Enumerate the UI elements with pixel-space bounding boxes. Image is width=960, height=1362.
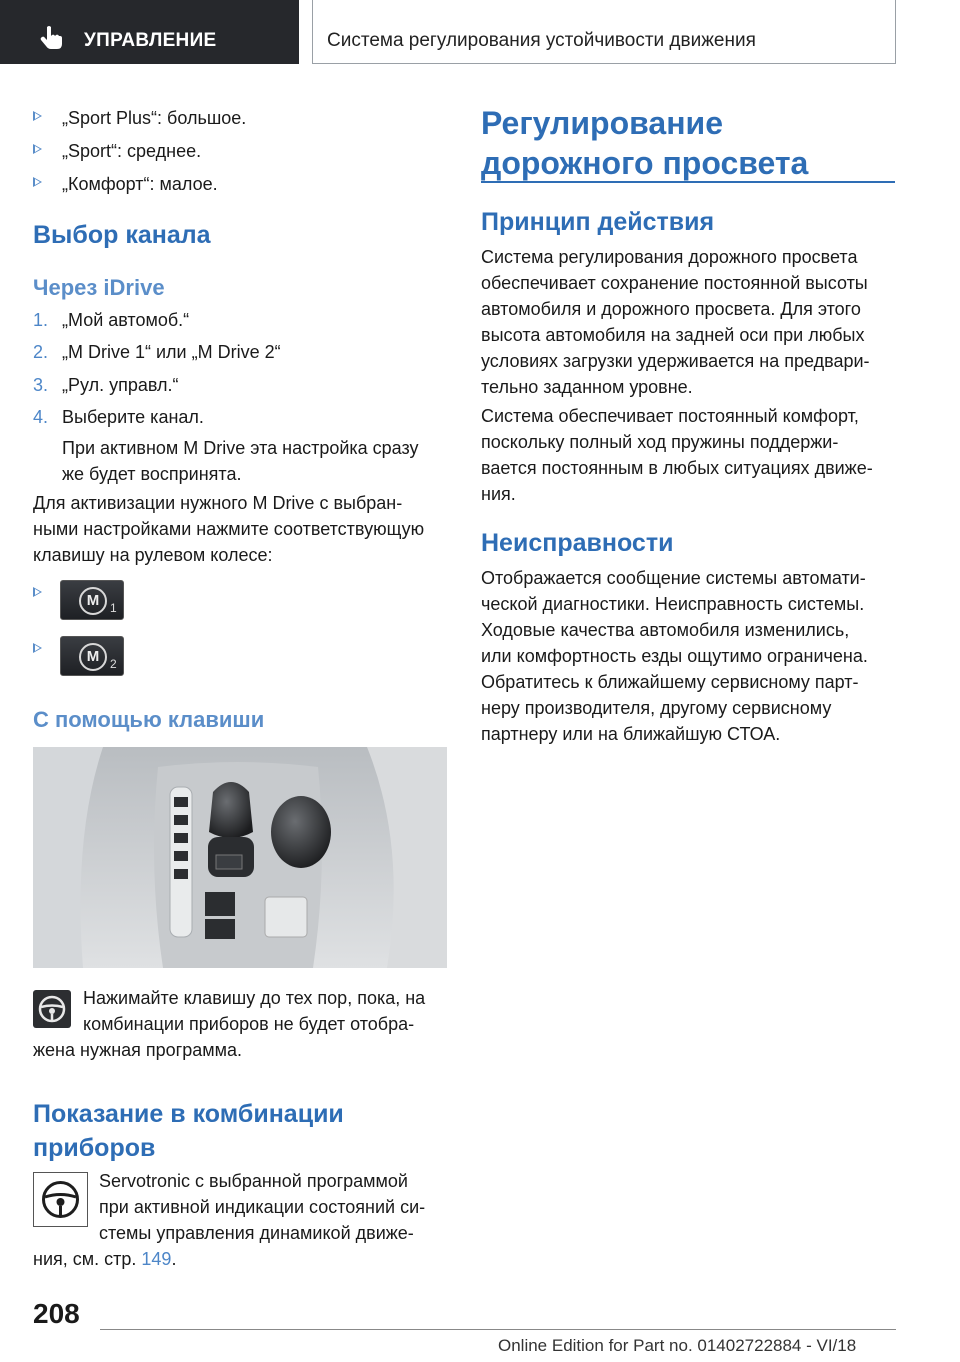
triangle-bullet-icon	[33, 177, 42, 187]
key-paragraph-end: жена нужная программа.	[33, 1040, 243, 1060]
edition-note: Online Edition for Part no. 01402722884 - VI/18	[498, 1336, 857, 1355]
console-photo	[33, 747, 447, 968]
m-drive-2-button-icon: M 2	[60, 636, 124, 676]
chapter-tab	[312, 0, 896, 64]
footer-rule	[100, 1329, 896, 1330]
display-paragraph: Servotronic с выбранной программой при активной индикации состояний си- стемы управления динамикой движе-	[99, 1171, 426, 1243]
page-link[interactable]: 149	[141, 1249, 172, 1269]
principle-paragraph-2: Система обеспечивает постоянный комфорт, поскольку полный ход пружины поддержи- вается постоянным в любых ситуациях движе- ния.	[481, 406, 873, 504]
section-tab	[0, 0, 299, 64]
page-number: 208	[33, 1298, 80, 1329]
main-title: Регулирование дорожного просвета	[481, 105, 809, 181]
subheading-key: С помощью клавиши	[33, 707, 265, 732]
title-rule	[481, 181, 895, 183]
step-number: 4.	[33, 407, 49, 427]
step-number: 3.	[33, 375, 49, 395]
display-paragraph-end: ния, см. стр. 149.	[33, 1249, 177, 1269]
m-drive-1-button-icon: M 1	[60, 580, 124, 620]
section-title: УПРАВЛЕНИЕ	[84, 30, 217, 51]
step-number: 2.	[33, 342, 49, 362]
hand-pointer-icon	[38, 24, 64, 50]
step-note: При активном M Drive эта настройка сразу же будет воспринята.	[62, 438, 419, 484]
chapter-title: Система регулирования устойчивости движения	[327, 30, 756, 51]
triangle-bullet-icon	[33, 587, 42, 597]
principle-paragraph-1: Система регулирования дорожного просвета обеспечивает сохранение постоянной высоты автомобиля и дорожного просвета. Для этого высота автомобиля на задней оси при любых условиях загрузки удерживается на предвари- тельно заданном уровне.	[481, 247, 870, 397]
step-number: 1.	[33, 310, 49, 330]
step-text: Выберите канал.	[62, 407, 204, 427]
activate-paragraph: Для активизации нужного M Drive с выбран- ными настройками нажмите соответствующую клавишу на рулевом колесе:	[33, 493, 425, 565]
subheading-idrive: Через iDrive	[33, 275, 165, 300]
step-text: „Рул. управл.“	[62, 375, 179, 395]
heading-principle: Принцип действия	[481, 208, 715, 236]
key-paragraph: Нажимайте клавишу до тех пор, пока, на комбинации приборов не будет отобра-	[83, 988, 426, 1034]
triangle-bullet-icon	[33, 111, 42, 121]
faults-paragraph: Отображается сообщение системы автомати- ческой диагностики. Неисправность системы. Ходовые качества автомобиля изменились, или комфортность езды ощутимо ограничена. Обратитесь к ближайшему сервисному парт- неру производителя, другому сервисному партнеру или на ближайшую СТОА.	[481, 568, 868, 744]
triangle-bullet-icon	[33, 643, 42, 653]
heading-display: Показание в комбинации приборов	[33, 1100, 344, 1162]
step-text: „Мой автомоб.“	[62, 310, 190, 330]
heading-faults: Неисправности	[481, 529, 674, 557]
heading-channel-select: Выбор канала	[33, 221, 211, 249]
steering-wheel-icon	[33, 990, 71, 1028]
triangle-bullet-icon	[33, 144, 42, 154]
steering-wheel-icon	[33, 1172, 88, 1227]
step-text: „M Drive 1“ или „M Drive 2“	[62, 342, 281, 362]
